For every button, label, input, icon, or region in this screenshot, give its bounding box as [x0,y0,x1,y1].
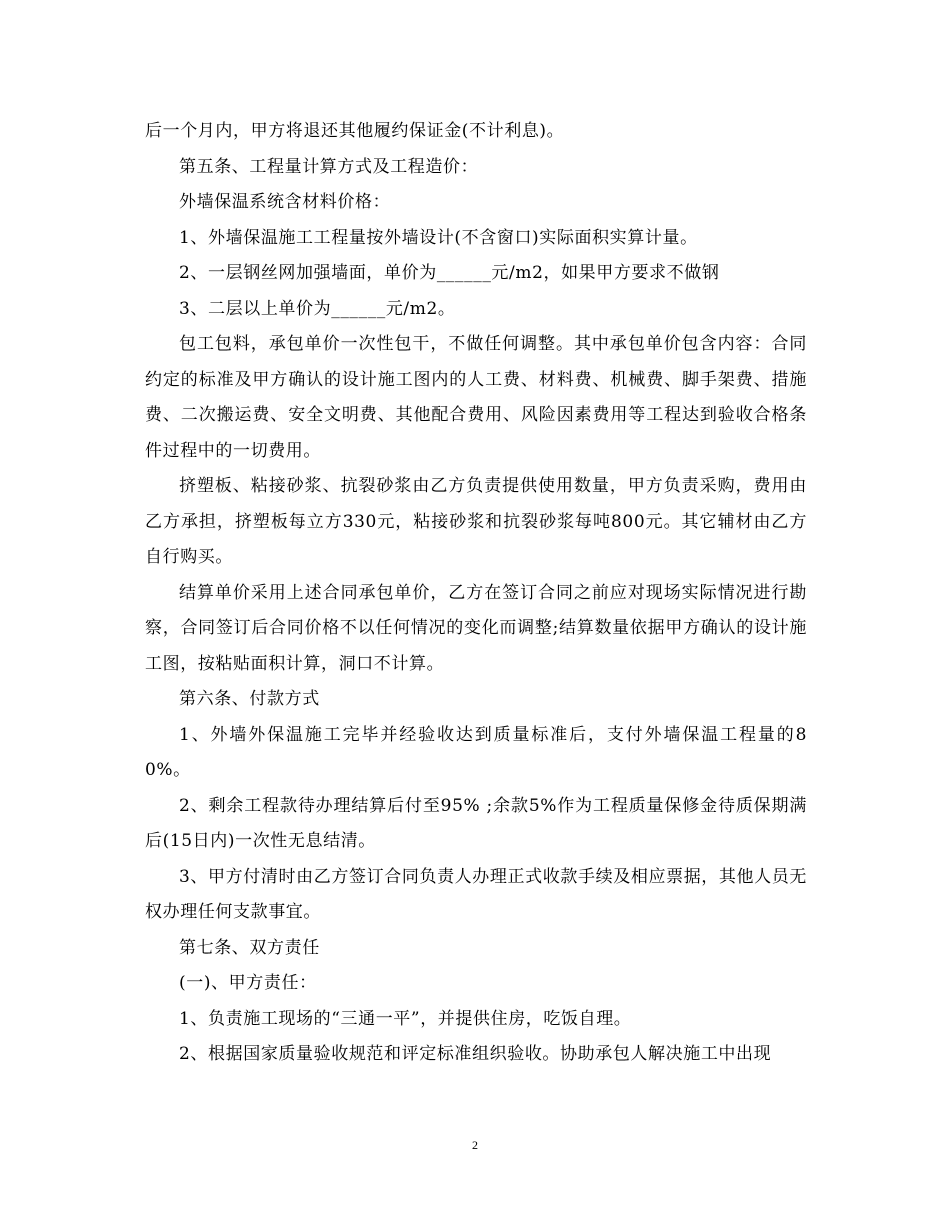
list-item: 1、负责施工现场的“三通一平”，并提供住房，吃饭自理。 [179,1008,632,1029]
paragraph: 包工包料，承包单价一次性包干，不做任何调整。其中承包单价包含内容：合同约定的标准及甲方确认的设计施工图内的人工费、材料费、机械费、脚手架费、措施费、二次搬运费、安全文明费、其他配合费用、风险因素费用等工程达到验收合格条件过程中的一切费用。 [145,334,807,461]
paragraph: 外墙保温系统含材料价格： [179,192,391,212]
paragraph: 后一个月内，甲方将退还其他履约保证金(不计利息)。 [145,121,565,141]
section-heading: 第六条、付款方式 [179,689,320,709]
list-item: 2、剩余工程款待办理结算后付至95% ;余款5%作为工程质量保修金待质保期满后(15日内)一次性无息结清。 [145,795,807,851]
document-body [145,114,807,1073]
list-item: 3、二层以上单价为______元/m2。 [179,298,456,319]
section-heading: 第五条、工程量计算方式及工程造价： [179,156,479,177]
subsection-heading: (一)、甲方责任： [179,973,317,993]
list-item: 1、外墙保温施工工程量按外墙设计(不含窗口)实际面积实算计量。 [179,227,698,248]
paragraph: 挤塑板、粘接砂浆、抗裂砂浆由乙方负责提供使用数量，甲方负责采购，费用由乙方承担，挤塑板每立方330元，粘接砂浆和抗裂砂浆每吨800元。其它辅材由乙方自行购买。 [145,476,807,567]
paragraph: 结算单价采用上述合同承包单价，乙方在签订合同之前应对现场实际情况进行勘察，合同签订后合同价格不以任何情况的变化而调整;结算数量依据甲方确认的设计施工图，按粘贴面积计算，洞口不计算。 [145,582,807,674]
list-item: 2、一层钢丝网加强墙面，单价为______元/m2，如果甲方要求不做钢 [179,263,720,283]
section-heading: 第七条、双方责任 [179,937,320,958]
page-number: 2 [472,1138,478,1152]
list-item: 2、根据国家质量验收规范和评定标准组织验收。协助承包人解决施工中出现 [179,1044,772,1064]
list-item: 3、甲方付清时由乙方签订合同负责人办理正式收款手续及相应票据，其他人员无权办理任何支款事宜。 [145,866,807,922]
list-item: 1、外墙外保温施工完毕并经验收达到质量标准后，支付外墙保温工程量的80%。 [145,724,807,780]
